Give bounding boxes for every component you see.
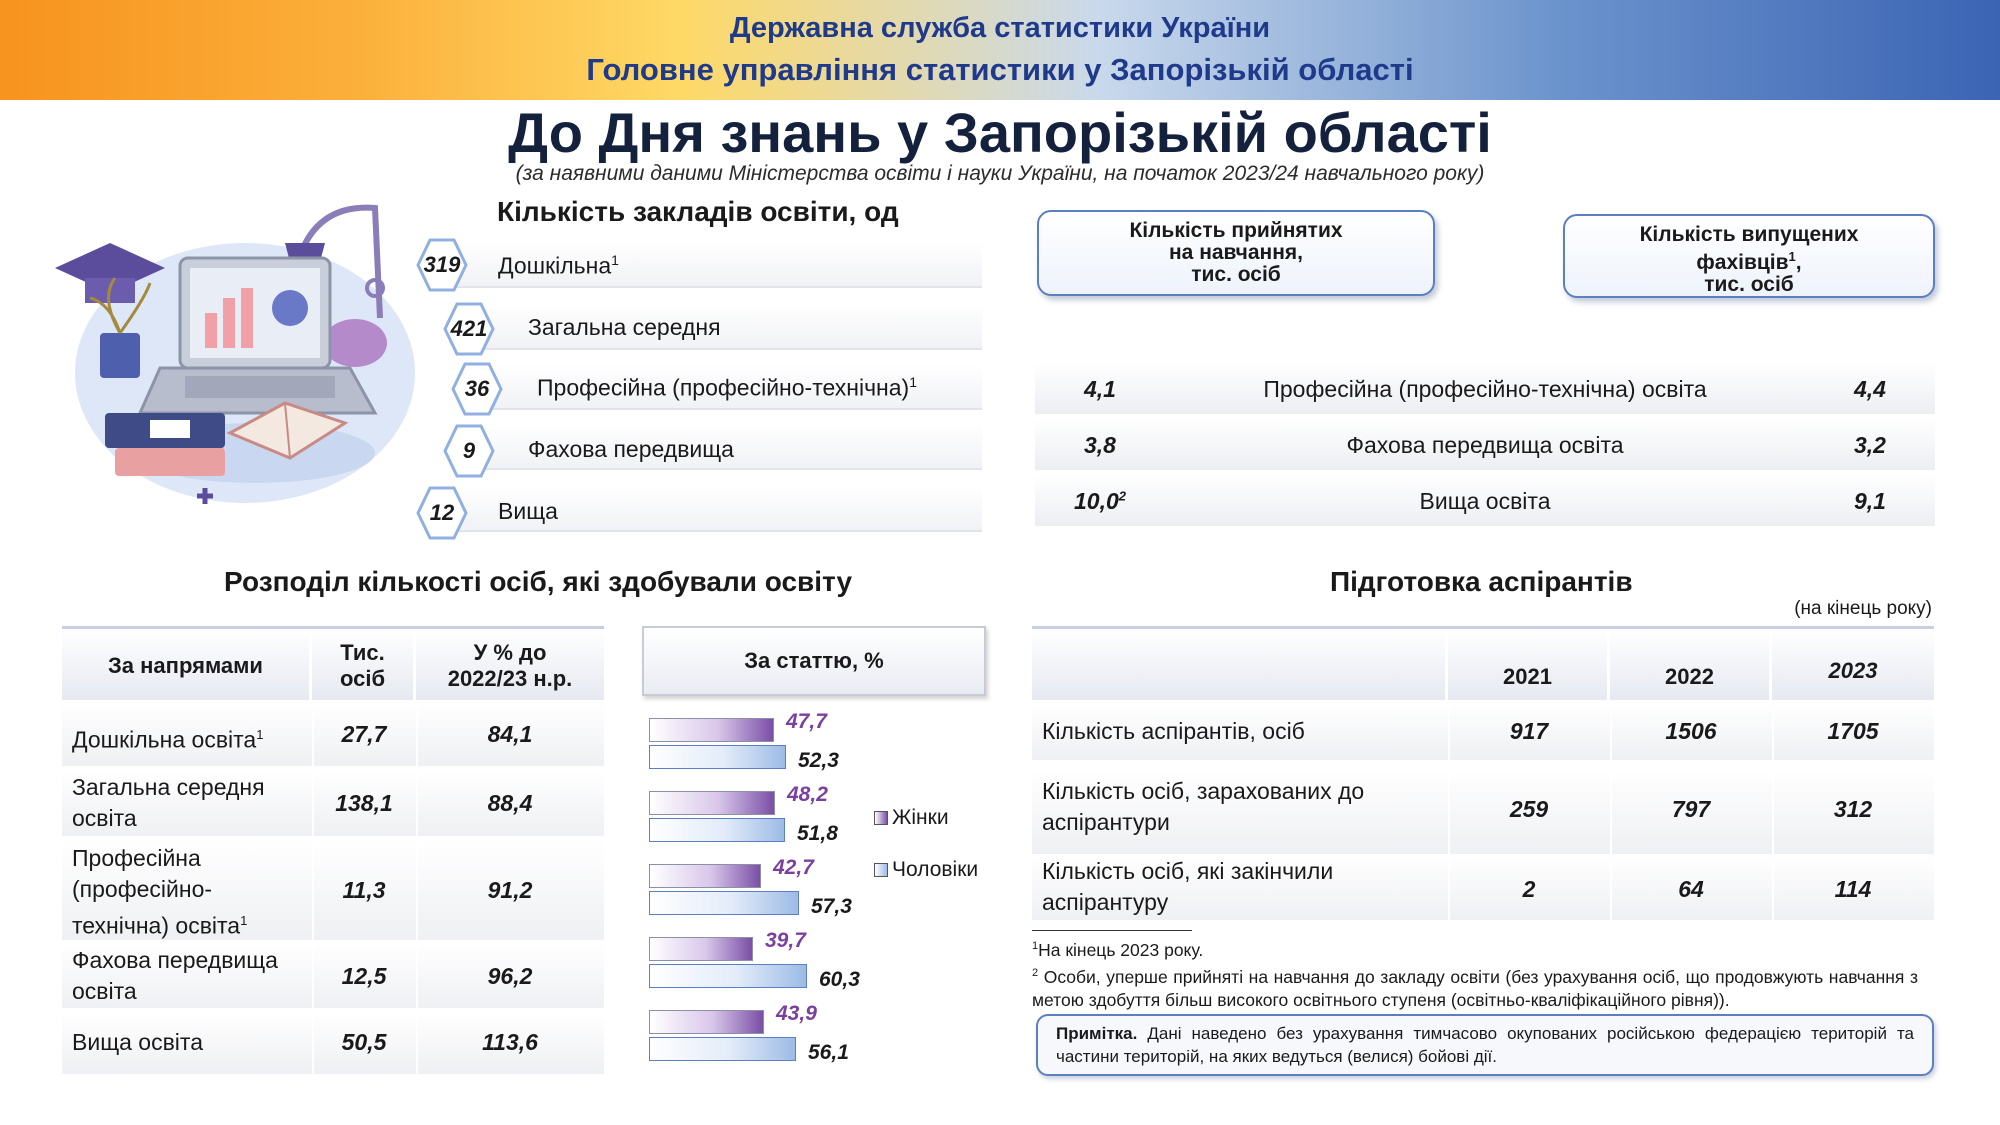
postgrad-value: 2 — [1522, 876, 1536, 902]
direction-label: Фахова передвища освіта — [72, 947, 278, 1004]
men-bar — [649, 1037, 796, 1061]
women-value: 47,7 — [786, 710, 827, 733]
distribution-title: Розподіл кількості осіб, які здобували освіту — [224, 566, 853, 597]
table-row — [62, 840, 604, 940]
women-bar — [649, 718, 774, 742]
specialists-row — [1035, 474, 1935, 526]
women-value: 39,7 — [765, 929, 806, 952]
men-value: 52,3 — [798, 749, 839, 772]
direction-label: Загальна середня освіта — [72, 774, 265, 831]
column-header — [1032, 629, 1448, 703]
direction-label: Дошкільна освіта$^1$ — [72, 726, 264, 753]
institution-count-badge: 12 — [416, 486, 468, 540]
thousand-value: 27,7 — [341, 721, 387, 747]
institution-label: Професійна (професійно-технічна)$^1$ — [537, 374, 917, 401]
footnote-2: $^2$ Особи, уперше прийняті на навчання до закладу освіти (без урахування осіб, що продовжують навчання з метою здобуття більш високого освітнього ступеня (освітньо-кваліфікаційного рівня)). — [1032, 966, 1918, 1010]
thousand-value: 11,3 — [342, 877, 386, 903]
men-value: 56,1 — [808, 1041, 849, 1064]
admitted-value: 10,0$^2$ — [1074, 488, 1126, 514]
institution-label: Фахова передвища — [528, 436, 734, 462]
footnote-divider — [1032, 930, 1192, 931]
admitted-value: 4,1 — [1084, 376, 1116, 402]
postgrad-label: Кількість осіб, зарахованих до аспірантури — [1042, 778, 1365, 835]
legend-men: Чоловіки — [874, 858, 978, 882]
department-name: Головне управління статистики у Запорізькій області — [586, 52, 1414, 87]
percent-value: 88,4 — [487, 790, 533, 816]
column-separator — [416, 704, 418, 1074]
remark-box: Примітка. Дані наведено без урахування тимчасово окупованих російською федерацією територій та частини територій, на яких ведуться (велися) бойові дії. — [1036, 1014, 1934, 1076]
men-bar — [649, 818, 785, 842]
postgrad-value: 64 — [1678, 876, 1704, 902]
percent-value: 113,6 — [482, 1029, 538, 1055]
specialists-row — [1035, 418, 1935, 470]
thousand-value: 50,5 — [341, 1029, 387, 1055]
table-row — [62, 944, 604, 1008]
column-separator — [1448, 704, 1450, 920]
postgrad-table-header — [1032, 626, 1934, 700]
graduated-value: 3,2 — [1854, 432, 1886, 458]
institutions-title: Кількість закладів освіти, од — [497, 196, 899, 227]
women-bar — [649, 1010, 764, 1034]
table-row — [62, 770, 604, 836]
education-level: Професійна (професійно-технічна) освіта — [1263, 376, 1707, 402]
year-header: 2023 — [1828, 658, 1878, 683]
men-value: 57,3 — [811, 895, 852, 918]
direction-label: Вища освіта — [72, 1029, 203, 1055]
column-separator — [1610, 704, 1612, 920]
men-bar — [649, 745, 786, 769]
institution-label: Загальна середня — [528, 314, 721, 340]
table-row — [1032, 770, 1934, 854]
table-row — [62, 704, 604, 766]
women-swatch-icon — [874, 811, 888, 825]
thousand-value: 12,5 — [341, 963, 387, 989]
column-header: Тис. осіб — [312, 629, 416, 703]
specialists-row — [1035, 362, 1935, 414]
postgrad-value: 797 — [1671, 796, 1711, 822]
men-bar — [649, 964, 807, 988]
thousand-value: 138,1 — [335, 790, 393, 816]
footnote-1: $^1$На кінець 2023 року. — [1032, 939, 1204, 960]
postgrad-label: Кількість аспірантів, осіб — [1042, 718, 1305, 744]
education-illustration — [55, 198, 415, 518]
direction-label: Професійна (професійно-технічна) освіта$^1$ — [72, 845, 248, 939]
admitted-value: 3,8 — [1084, 432, 1116, 458]
postgrad-title: Підготовка аспірантів — [1330, 566, 1633, 597]
institution-count-badge: 421 — [443, 302, 495, 356]
column-separator — [1772, 704, 1774, 920]
education-level: Фахова передвища освіта — [1346, 432, 1624, 458]
men-bar — [649, 891, 799, 915]
graduated-value: 9,1 — [1854, 488, 1886, 514]
percent-value: 91,2 — [487, 877, 533, 903]
postgrad-label: Кількість осіб, які закінчили аспірантуру — [1042, 858, 1334, 915]
women-bar — [649, 864, 761, 888]
postgrad-value: 114 — [1834, 876, 1872, 902]
institution-count-badge: 319 — [416, 238, 468, 292]
postgrad-value: 259 — [1509, 796, 1549, 822]
men-value: 51,8 — [797, 822, 838, 845]
table-row — [1032, 856, 1934, 920]
gender-chart-header: За статтю, % — [642, 626, 986, 696]
women-value: 48,2 — [787, 783, 828, 806]
postgrad-value: 1506 — [1665, 718, 1717, 744]
postgrad-value: 1705 — [1827, 718, 1879, 744]
column-header: За напрямами — [62, 629, 312, 703]
postgrad-value: 312 — [1833, 796, 1873, 822]
percent-value: 84,1 — [487, 721, 533, 747]
column-separator — [312, 704, 314, 1074]
institution-count-badge: 9 — [443, 424, 495, 478]
postgrad-value: 917 — [1509, 718, 1549, 744]
women-bar — [649, 937, 753, 961]
men-value: 60,3 — [819, 968, 860, 991]
admitted-header-box: Кількість прийнятих на навчання, тис. осіб — [1037, 210, 1435, 296]
year-header: 2022 — [1610, 629, 1772, 703]
graduated-header-box: Кількість випущених фахівців$^1$, тис. осіб — [1563, 214, 1935, 298]
table-row — [1032, 704, 1934, 760]
institution-label: Вища — [498, 498, 558, 524]
graduated-value: 4,4 — [1854, 376, 1886, 402]
institution-label: Дошкільна$^1$ — [498, 252, 619, 279]
table-row — [62, 1012, 604, 1074]
year-header: 2021 — [1448, 629, 1610, 703]
education-level: Вища освіта — [1419, 488, 1551, 514]
agency-name: Державна служба статистики України — [729, 12, 1271, 44]
footnotes — [1032, 935, 1918, 1012]
institution-count-badge: 36 — [451, 362, 503, 416]
postgrad-note: (на кінець року) — [1794, 598, 1932, 619]
women-value: 43,9 — [776, 1002, 817, 1025]
header-banner — [0, 0, 2000, 100]
women-bar — [649, 791, 775, 815]
percent-value: 96,2 — [487, 963, 533, 989]
men-swatch-icon — [874, 863, 888, 877]
column-header: У % до 2022/23 н.р. — [447, 640, 573, 691]
distribution-table-header — [62, 626, 604, 700]
page-title: До Дня знань у Запорізькій області — [508, 101, 1492, 164]
page-subtitle: (за наявними даними Міністерства освіти і науки України, на початок 2023/24 навчального року) — [515, 162, 1485, 185]
women-value: 42,7 — [773, 856, 814, 879]
legend-women: Жінки — [874, 806, 949, 830]
